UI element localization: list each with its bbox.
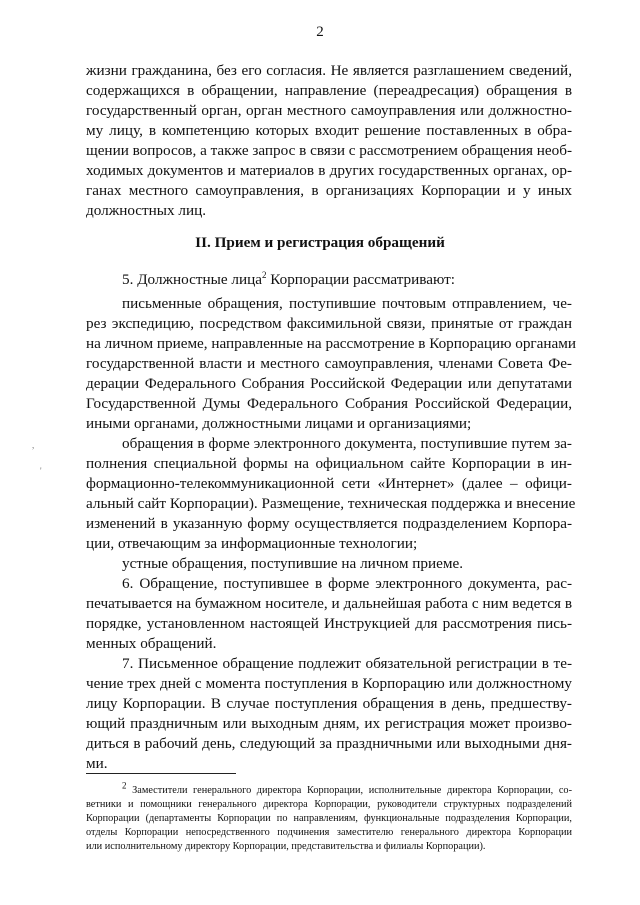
body-text-line: письменные обращения, поступившие почтовым отправлением, че- bbox=[122, 295, 572, 312]
body-text-line: государственный орган, орган местного самоуправления или должностно- bbox=[86, 102, 572, 119]
body-text-line: щении вопросов, а также запрос в связи с рассмотрением обращения необ- bbox=[86, 142, 573, 159]
item-5-lead-tail: Корпорации рассматривают: bbox=[266, 271, 455, 288]
body-text-line: чение трех дней с момента поступления в Корпорацию или должностному bbox=[86, 675, 572, 692]
body-text-line: Государственной Думы Федерального Собрания Российской Федерации, bbox=[86, 395, 572, 412]
item-5-lead-text: 5. Должностные лица bbox=[122, 271, 262, 288]
footnote-rule bbox=[86, 773, 236, 774]
body-text-line: ганах местного самоуправления, в организациях Корпорации и у иных bbox=[86, 182, 572, 199]
body-text-line: ции, отвечающим за информационные технологии; bbox=[86, 535, 418, 552]
footnote-line: ветники и помощники генерального директора Корпорации, руководители структурных подразделений bbox=[86, 799, 572, 810]
footnote-line bbox=[122, 780, 572, 798]
body-text-line: лицу Корпорации. В случае поступления обращения в день, предшеству- bbox=[86, 695, 572, 712]
page-number: 2 bbox=[316, 24, 324, 40]
footnote-text: Заместители генерального директора Корпорации, исполнительные директора Корпорации, со- bbox=[126, 785, 572, 796]
body-text-line: рез экспедицию, посредством факсимильной связи, принятые от граждан bbox=[86, 315, 572, 332]
body-text-line: дерации Федерального Собрания Российской Федерации или депутатами bbox=[86, 375, 572, 392]
body-text-line: полнения специальной формы на официальном сайте Корпорации в ин- bbox=[86, 455, 572, 472]
footnote-line: отделы Корпорации непосредственного подчинения заместителю генерального директора Корпорации bbox=[86, 827, 572, 838]
body-text-line: иными органами, должностными лицами и организациями; bbox=[86, 415, 472, 432]
body-text-line: государственной власти и местного самоуправления, членами Совета Фе- bbox=[86, 355, 572, 372]
body-text-line: порядке, установленном настоящей Инструкцией для рассмотрения пись- bbox=[86, 615, 572, 632]
body-text-line: му лицу, в компетенцию которых входит решение поставленных в обра- bbox=[86, 122, 572, 139]
body-text-line: устные обращения, поступившие на личном приеме. bbox=[122, 555, 464, 572]
body-text-line: обращения в форме электронного документа, поступившие путем за- bbox=[122, 435, 572, 452]
body-text-line: альный сайт Корпорации). Размещение, техническая поддержка и внесение bbox=[86, 495, 576, 512]
section-heading: II. Прием и регистрация обращений bbox=[195, 234, 445, 251]
footnote-reference: 2 bbox=[261, 269, 267, 280]
body-text-line: диться в рабочий день, следующий за праздничными или выходными дня- bbox=[86, 735, 572, 752]
body-text-line: ходимых документов и материалов в других государственных органах, ор- bbox=[86, 162, 572, 179]
body-text-line: менных обращений. bbox=[86, 635, 217, 652]
body-text-line: ми. bbox=[86, 755, 108, 772]
footnote-line: Корпорации (департаменты Корпорации по направлениям, функциональные подразделения Корпорации, bbox=[86, 813, 572, 824]
footnote-line: или исполнительному директору Корпорации, представительства и филиалы Корпорации). bbox=[86, 841, 486, 852]
body-text-line: жизни гражданина, без его согласия. Не является разглашением сведений, bbox=[86, 62, 572, 79]
margin-mark: ' bbox=[40, 466, 42, 476]
body-text-line: ющий праздничным или выходным дням, их регистрация может произво- bbox=[86, 715, 572, 732]
margin-mark: , bbox=[32, 440, 35, 450]
body-text-line: на личном приеме, направленные на рассмотрение в Корпорацию органами bbox=[86, 335, 576, 352]
body-text-line: печатывается на бумажном носителе, и дальнейшая работа с ним ведется в bbox=[86, 595, 572, 612]
body-text-line: должностных лиц. bbox=[86, 202, 207, 219]
body-text-line: изменений в указанную форму осуществляется подразделением Корпора- bbox=[86, 515, 572, 532]
body-text-line: 6. Обращение, поступившее в форме электронного документа, рас- bbox=[122, 575, 572, 592]
body-text-line: содержащихся в обращении, направление (переадресация) обращения в bbox=[86, 82, 572, 99]
footnote-mark: 2 bbox=[122, 780, 127, 791]
item-5-lead bbox=[122, 270, 572, 290]
body-text-line: 7. Письменное обращение подлежит обязательной регистрации в те- bbox=[122, 655, 572, 672]
body-text-line: формационно-телекоммуникационной сети «Интернет» (далее – офици- bbox=[86, 475, 572, 492]
